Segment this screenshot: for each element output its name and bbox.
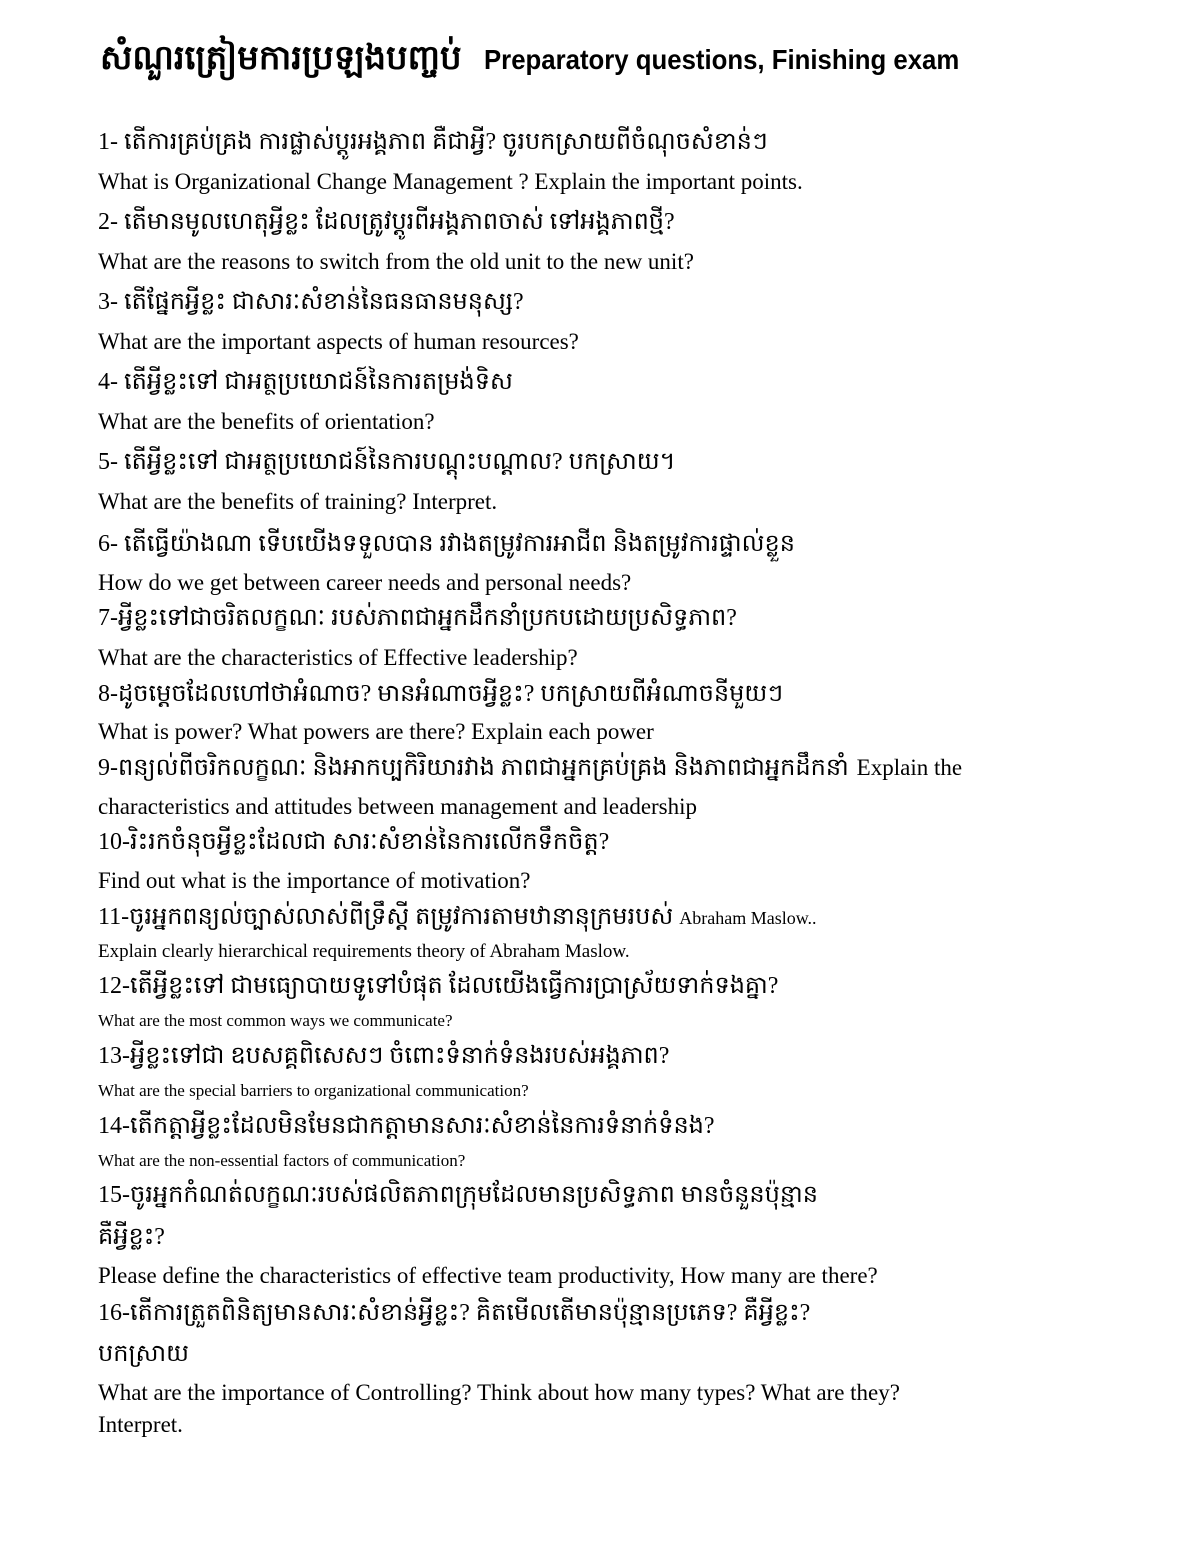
question-13-khmer: 13-អ្វីខ្លះទៅជា ឧបសគ្គពិសេសៗ ចំពោះទំនាក់ទំនងរបស់អង្គភាព? [98, 1043, 670, 1069]
question-10-khmer: 10-រិះរកចំនុចអ្វីខ្លះដែលជា សារៈសំខាន់នៃការលើកទឹកចិត្ត? [98, 829, 610, 855]
question-11-khmer-text: 11-ចូរអ្នកពន្យល់ច្បាស់លាស់ពីទ្រឹស្ដី តម្រូវការតាមឋានានុក្រមរបស់ [98, 904, 674, 930]
question-11-khmer [98, 901, 1178, 934]
question-16-khmer: 16-តើការត្រួតពិនិត្យមានសារៈសំខាន់អ្វីខ្លះ? គិតមើលតើមានប៉ុន្មានប្រភេទ? គឺអ្វីខ្លះ? [98, 1300, 811, 1326]
question-1-english: What is Organizational Change Management ? Explain the important points. [98, 169, 803, 194]
question-3-khmer: 3- តើផ្នែកអ្វីខ្លះ ជាសារៈសំខាន់នៃធនធានមនុស្ស? [98, 289, 524, 315]
question-9-english: characteristics and attitudes between management and leadership [98, 794, 698, 819]
question-6-khmer: 6- តើធ្វើយ៉ាងណា ទើបយើងទទួលបាន រវាងតម្រូវការអាជីព និងតម្រូវការផ្ទាល់ខ្លួន [98, 531, 795, 557]
question-10-english: Find out what is the importance of motivation? [98, 868, 531, 893]
question-7-khmer: 7-អ្វីខ្លះទៅជាចរិតលក្ខណៈ របស់ភាពជាអ្នកដឹកនាំប្រកបដោយប្រសិទ្ធភាព? [98, 605, 737, 631]
question-11-english-inline: Abraham Maslow.. [679, 908, 817, 928]
question-8-english: What is power? What powers are there? Explain each power [98, 719, 654, 744]
question-1-khmer: 1- តើការគ្រប់គ្រង ការផ្លាស់ប្ដូរអង្គភាព គឺជាអ្វី? ចូរបកស្រាយពីចំណុចសំខាន់ៗ [98, 129, 768, 155]
question-15-khmer: 15-ចូរអ្នកកំណត់លក្ខណៈរបស់ផលិតភាពក្រុមដែលមានប្រសិទ្ធភាព មានចំនួនប៉ុន្មាន [98, 1182, 818, 1208]
page-title [100, 30, 1160, 88]
question-16-khmer-cont: បកស្រាយ [98, 1341, 189, 1367]
question-5-english: What are the benefits of training? Interpret. [98, 489, 498, 514]
question-9-english-inline: Explain the [856, 755, 963, 780]
question-4-khmer: 4- តើអ្វីខ្លះទៅ ជាអត្ថប្រយោជន៍នៃការតម្រង់ទិស [98, 369, 513, 395]
question-11-english: Explain clearly hierarchical requirements theory of Abraham Maslow. [98, 941, 630, 962]
question-5-khmer: 5- តើអ្វីខ្លះទៅ ជាអត្ថប្រយោជន៍នៃការបណ្ដុះបណ្ដាល? បកស្រាយ។ [98, 449, 676, 475]
question-3-english: What are the important aspects of human resources? [98, 329, 579, 354]
question-12-khmer: 12-តើអ្វីខ្លះទៅ ជាមធ្យោបាយទូទៅបំផុត ដែលយើងធ្វើការប្រាស្រ័យទាក់ទងគ្នា? [98, 973, 779, 999]
title-english: Preparatory questions, Finishing exam [483, 44, 959, 75]
question-8-khmer: 8-ដូចម្ដេចដែលហៅថាអំណាច? មានអំណាចអ្វីខ្លះ? បកស្រាយពីអំណាចនីមួយៗ [98, 681, 784, 707]
question-14-english: What are the non-essential factors of communication? [98, 1151, 466, 1170]
question-16-english: What are the importance of Controlling? Think about how many types? What are they? [98, 1380, 900, 1405]
question-9-khmer [98, 752, 1178, 784]
question-7-english: What are the characteristics of Effective leadership? [98, 645, 578, 670]
question-15-english: Please define the characteristics of effective team productivity, How many are there? [98, 1263, 878, 1288]
question-6-english: How do we get between career needs and personal needs? [98, 570, 632, 595]
question-15-khmer-cont: គឺអ្វីខ្លះ? [98, 1224, 165, 1250]
question-14-khmer: 14-តើកត្តាអ្វីខ្លះដែលមិនមែនជាកត្តាមានសារៈសំខាន់នៃការទំនាក់ទំនង? [98, 1113, 715, 1139]
question-13-english: What are the special barriers to organizational communication? [98, 1081, 529, 1100]
question-2-english: What are the reasons to switch from the old unit to the new unit? [98, 249, 694, 274]
question-4-english: What are the benefits of orientation? [98, 409, 435, 434]
question-16-english-cont: Interpret. [98, 1412, 183, 1437]
question-12-english: What are the most common ways we communicate? [98, 1011, 453, 1030]
question-9-khmer-text: 9-ពន្យល់ពីចរិកលក្ខណៈ និងអាកប្បកិរិយារវាង ភាពជាអ្នកគ្រប់គ្រង និងភាពជាអ្នកដឹកនាំ [98, 755, 849, 781]
question-2-khmer: 2- តើមានមូលហេតុអ្វីខ្លះ ដែលត្រូវប្ដូរពីអង្គភាពចាស់ ទៅអង្គភាពថ្មី? [98, 209, 675, 235]
title-khmer: សំណួរត្រៀមការប្រឡងបញ្ចប់ [100, 39, 462, 77]
